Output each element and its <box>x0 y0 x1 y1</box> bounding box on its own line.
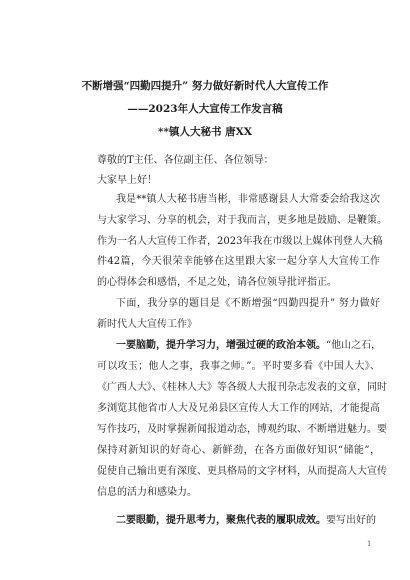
document-title: 不断增强“四勤四提升” 努力做好新时代人大宣传工作 <box>81 80 329 92</box>
paragraph-line: 我是**镇人大秘书唐当彬，非常感谢县人大常委会给我这次 <box>116 194 380 205</box>
section-heading: 一要脑勤，提升学习力，增强过硬的政治本领。 <box>116 340 326 351</box>
paragraph-line: 多浏览其他省市人大及兄弟县区宣传人大工作的网站，才能提高 <box>97 403 380 414</box>
document-subtitle: ——2023年人大宣传工作发言稿 <box>127 103 283 115</box>
document-author: **镇人大秘书 唐XX <box>158 126 252 138</box>
paragraph-line: 促使自己输出更有深度、更具格局的文字材料，从而提高人大宣传 <box>97 466 387 477</box>
paragraph-line: 信息的活力和感染力。 <box>97 487 197 498</box>
paragraph-line: 的心得体会和感悟，不足之处，请各位领导批评指正。 <box>97 277 337 288</box>
paragraph-lead-line <box>116 514 376 528</box>
paragraph-line: 新时代人大宣传工作》 <box>97 319 197 330</box>
paragraph-line: 可以攻玉；他人之事，我事之师。”。平时要多看《中国人大》、 <box>97 361 380 372</box>
greeting: 大家早上好！ <box>97 175 157 186</box>
paragraph-line: 写作技巧，及时掌握新闻报道动态，博观约取、不断增进魅力。要 <box>97 424 387 435</box>
paragraph-line: 件42篇，今天很荣幸能够在这里跟大家一起分享人大宣传工作 <box>97 256 380 267</box>
paragraph-line: 保持对新知识的好奇心、新鲜劲，在各方面做好知识“储能”， <box>97 445 380 456</box>
salutation: 尊敬的T主任、各位副主任、各位领导： <box>97 155 274 166</box>
paragraph-lead-line <box>116 339 381 353</box>
page-number: 1 <box>367 540 372 548</box>
paragraph-line: 《广西人大》、《桂林人大》等各级人大报刊杂志发表的文章，同时 <box>97 382 387 393</box>
section-heading: 二要眼勤，提升思考力，聚焦代表的履职成效。 <box>116 515 326 526</box>
paragraph-line: 作为一名人大宣传工作者，2023年我在市级以上媒体刊登人大稿 <box>97 236 383 247</box>
paragraph-text: “他山之石， <box>326 340 382 351</box>
paragraph-line: 与大家学习、分享的机会，对于我而言，更多地是鼓励、是鞭策。 <box>97 215 387 226</box>
paragraph-text: 要写出好的 <box>326 515 376 526</box>
paragraph-line: 下面，我分享的题目是《不断增强“四勤四提升” 努力做好 <box>116 298 380 309</box>
